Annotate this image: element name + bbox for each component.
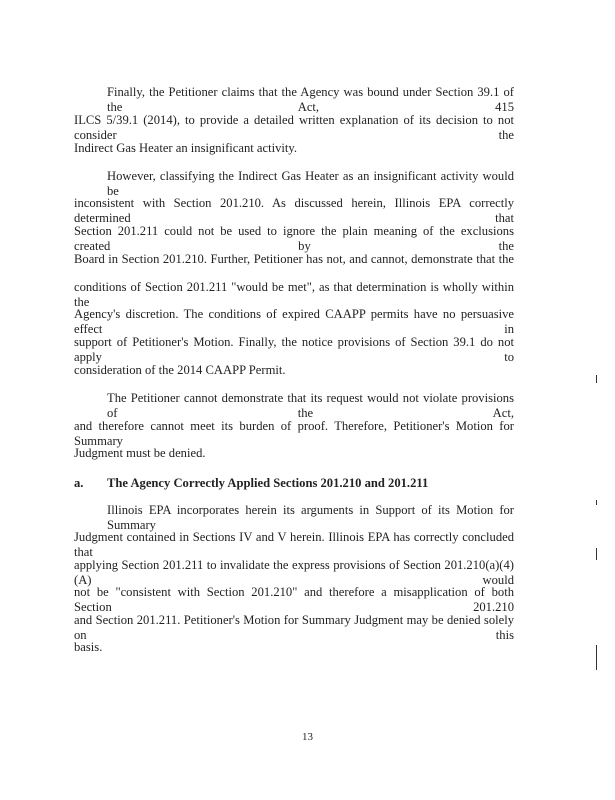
text-line: and therefore cannot meet its burden of proof. Therefore, Petitioner's Motion for Summary [74,419,514,448]
text-line: Agency's discretion. The conditions of expired CAAPP permits have no persuasive effect in [74,307,514,336]
text-line: ILCS 5/39.1 (2014), to provide a detailed written explanation of its decision to not consider the [74,113,514,142]
text-line: Board in Section 201.210. Further, Petitioner has not, and cannot, demonstrate that the [74,252,514,266]
text-line: and Section 201.211. Petitioner's Motion for Summary Judgment may be denied solely on this [74,613,514,642]
text-line: inconsistent with Section 201.210. As discussed herein, Illinois EPA correctly determined that [74,196,514,225]
text-line: Illinois EPA incorporates herein its arguments in Support of its Motion for Summary [107,503,514,532]
text-line: Section 201.211 could not be used to ignore the plain meaning of the exclusions created by the [74,224,514,253]
scan-mark [596,645,597,670]
text-line: However, classifying the Indirect Gas Heater as an insignificant activity would be [107,169,514,198]
text-line: not be "consistent with Section 201.210" and therefore a misapplication of both Section 201.210 [74,585,514,614]
text-line: Judgment must be denied. [74,446,206,460]
text-line: conditions of Section 201.211 "would be met", as that determination is wholly within the [74,280,514,309]
text-line: applying Section 201.211 to invalidate the express provisions of Section 201.210(a)(4)(A) would [74,558,514,587]
text-line: Finally, the Petitioner claims that the Agency was bound under Section 39.1 of the Act, 415 [107,85,514,114]
section-label: a. [74,476,84,490]
text-line: basis. [74,640,103,654]
section-heading: The Agency Correctly Applied Sections 201.210 and 201.211 [107,476,429,490]
scan-mark [596,548,597,560]
scan-mark [596,375,597,383]
page-number: 13 [302,731,313,743]
text-line: The Petitioner cannot demonstrate that its request would not violate provisions of the Act, [107,391,514,420]
text-line: support of Petitioner's Motion. Finally, the notice provisions of Section 39.1 do not apply to [74,335,514,364]
scan-mark [596,500,597,505]
text-line: Judgment contained in Sections IV and V herein. Illinois EPA has correctly concluded that [74,530,514,559]
text-line: consideration of the 2014 CAAPP Permit. [74,363,286,377]
text-line: Indirect Gas Heater an insignificant activity. [74,141,297,155]
